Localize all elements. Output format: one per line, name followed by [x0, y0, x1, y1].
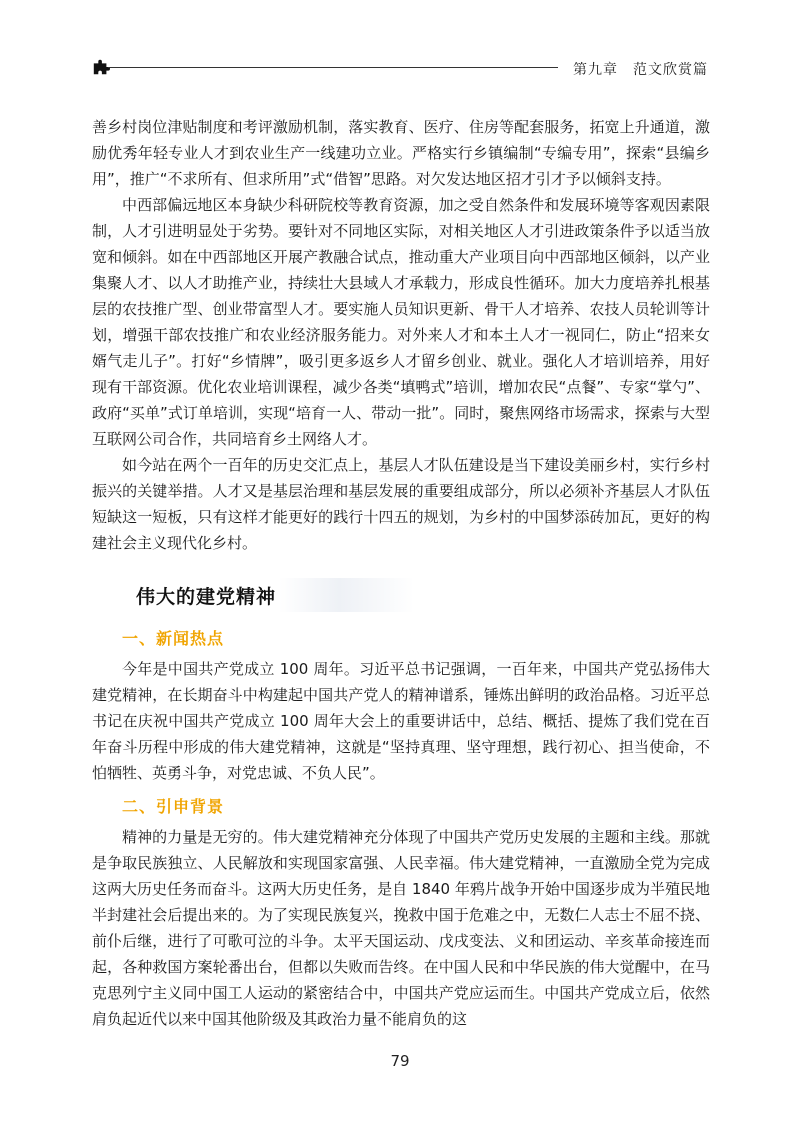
paragraph-background: 精神的力量是无穷的。伟大建党精神充分体现了中国共产党历史发展的主题和主线。那就是争取民族独立、人民解放和实现国家富强、人民幸福。伟大建党精神，一直激励全党为完成这两大历史任务而奋斗。这两大历史任务，是自 1840 年鸦片战争开始中国逐步成为半殖民地半封建社会后提出来的。为了实现民族复兴，挽救中国于危难之中，无数仁人志士不屈不挠、前仆后继，进行了可歌可泣的斗争。太平天国运动、戊戌变法、义和团运动、辛亥革命接连而起，各种救国方案轮番出台，但都以失败而告终。在中国人民和中华民族的伟大觉醒中，在马克思列宁主义同中国工人运动的紧密结合中，中国共产党应运而生。中国共产党成立后，依然肩负起近代以来中国其他阶级及其政治力量不能肩负的这	[92, 828, 710, 1028]
section-title-block	[92, 566, 710, 618]
subheading-background: 二、引申背景	[122, 797, 225, 816]
header-rule	[108, 67, 558, 68]
section-title: 伟大的建党精神	[136, 586, 277, 608]
page-number: 79	[390, 1052, 410, 1070]
page-content	[92, 114, 710, 1032]
page-header	[92, 56, 708, 80]
paragraph-midwest-talent: 中西部偏远地区本身缺少科研院校等教育资源，加之受自然条件和发展环境等客观因素限制，人才引进明显处于劣势。要针对不同地区实际，对相关地区人才引进政策条件予以适当放宽和倾斜。如在中西部地区开展产教融合试点，推动重大产业项目向中西部地区倾斜，以产业集聚人才、以人才助推产业，持续壮大县域人才承载力，形成良性循环。加大力度培养扎根基层的农技推广型、创业带富型人才。要实施人员知识更新、骨干人才培养、农技人员轮训等计划，增强干部农技推广和农业经济服务能力。对外来人才和本土人才一视同仁，防止“招来女婿气走儿子”。打好“乡情牌”，吸引更多返乡人才留乡创业、就业。强化人才培训培养，用好现有干部资源。优化农业培训课程，减少各类“填鸭式”培训，增加农民“点餐”、专家“掌勺”、政府“买单”式订单培训，实现“培育一人、带动一批”。同时，聚焦网络市场需求，探索与大型互联网公司合作，共同培育乡土网络人才。	[92, 196, 710, 448]
chapter-title: 第九章 范文欣赏篇	[573, 62, 708, 78]
paragraph-news-hotspot: 今年是中国共产党成立 100 周年。习近平总书记强调，一百年来，中国共产党弘扬伟大建党精神，在长期奋斗中构建起中国共产党人的精神谱系，锤炼出鲜明的政治品格。习近平总书记在庆祝中国共产党成立 100 周年大会上的重要讲话中，总结、概括、提炼了我们党在百年奋斗历程中形成的伟大建党精神，这就是“坚持真理、坚守理想，践行初心、担当使命，不怕牺牲、英勇斗争，对党忠诚、不负人民”。	[92, 660, 710, 782]
paragraph-continued: 善乡村岗位津贴制度和考评激励机制，落实教育、医疗、住房等配套服务，拓宽上升通道，激励优秀年轻专业人才到农业生产一线建功立业。严格实行乡镇编制“专编专用”，探索“县编乡用”，推广“不求所有、但求所用”式“借智”思路。对欠发达地区招才引才予以倾斜支持。	[92, 118, 710, 188]
subheading-news-hotspot: 一、新闻热点	[122, 629, 225, 648]
paragraph-conclusion: 如今站在两个一百年的历史交汇点上，基层人才队伍建设是当下建设美丽乡村，实行乡村振兴的关键举措。人才又是基层治理和基层发展的重要组成部分，所以必须补齐基层人才队伍短缺这一短板，只有这样才能更好的践行十四五的规划，为乡村的中国梦添砖加瓦，更好的构建社会主义现代化乡村。	[92, 456, 710, 552]
